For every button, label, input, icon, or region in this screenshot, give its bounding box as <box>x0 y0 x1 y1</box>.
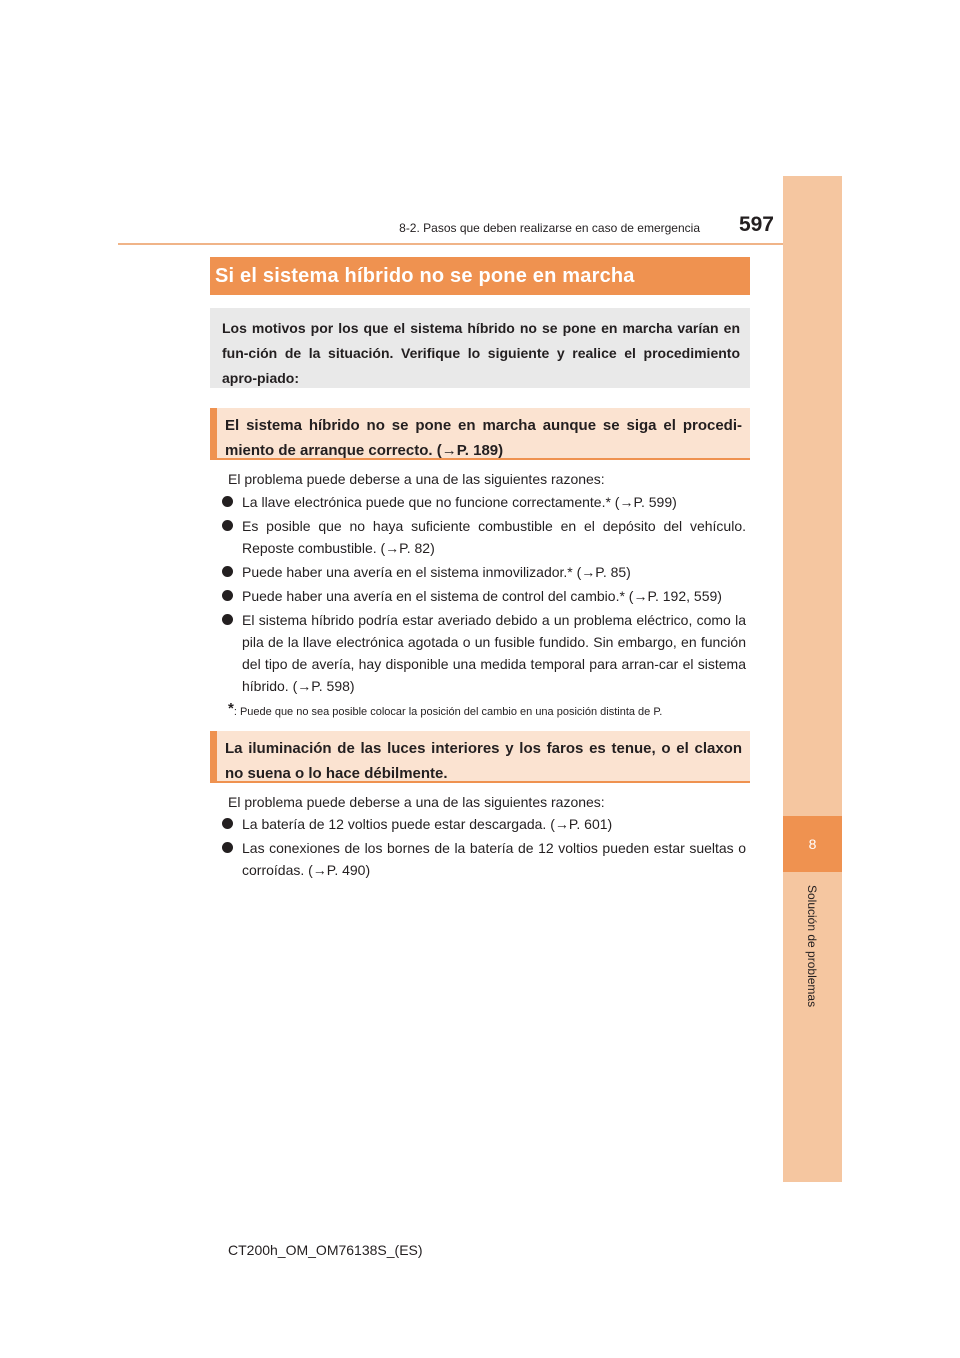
list-item: Es posible que no haya suficiente combustible en el depósito del vehículo. Reposte combustible. (→P. 82) <box>222 515 746 559</box>
bullet-icon <box>222 496 233 507</box>
header-divider <box>118 243 783 245</box>
page-title: Si el sistema híbrido no se pone en marcha <box>210 257 750 295</box>
running-header-section: 8-2. Pasos que deben realizarse en caso de emergencia <box>399 221 700 235</box>
bullet-icon <box>222 566 233 577</box>
footnote-mark: * <box>228 700 234 717</box>
chapter-title-vertical: Solución de problemas <box>805 885 819 1008</box>
bullet-icon <box>222 842 233 853</box>
section1-lead: El problema puede deberse a una de las siguientes razones: <box>228 471 605 487</box>
chapter-number-tab: 8 <box>783 816 842 872</box>
bullet-icon <box>222 614 233 625</box>
chapter-side-tab <box>783 176 842 1182</box>
bullet-icon <box>222 520 233 531</box>
list-item: La llave electrónica puede que no funcione correctamente.* (→P. 599) <box>222 491 746 513</box>
section1-list <box>222 491 746 699</box>
footnote-text: : Puede que no sea posible colocar la posición del cambio en una posición distinta de P. <box>233 706 663 718</box>
bullet-icon <box>222 818 233 829</box>
list-item: La batería de 12 voltios puede estar descargada. (→P. 601) <box>222 813 746 835</box>
list-item: Puede haber una avería en el sistema inmovilizador.* (→P. 85) <box>222 561 746 583</box>
list-item: Las conexiones de los bornes de la batería de 12 voltios pueden estar sueltas o corroídas. (→P. 490) <box>222 837 746 881</box>
intro-box: Los motivos por los que el sistema híbrido no se pone en marcha varían en fun-ción de la situación. Verifique lo siguiente y realice el procedimiento apro-piado: <box>210 308 750 388</box>
list-item: Puede haber una avería en el sistema de control del cambio.* (→P. 192, 559) <box>222 585 746 607</box>
page-number: 597 <box>738 213 774 236</box>
footnote <box>228 700 748 718</box>
document-code-footer: CT200h_OM_OM76138S_(ES) <box>228 1242 423 1258</box>
bullet-icon <box>222 590 233 601</box>
section1-heading: El sistema híbrido no se pone en marcha aunque se siga el procedi-miento de arranque correcto. (→P. 189) <box>210 408 750 460</box>
list-item: El sistema híbrido podría estar averiado debido a un problema eléctrico, como la pila de la llave electrónica agotada o un fusible fundido. Sin embargo, en función del tipo de avería, hay disponible una medida temporal para arran-car el sistema híbrido. (→P. 598) <box>222 609 746 697</box>
section2-list <box>222 813 746 883</box>
section2-lead: El problema puede deberse a una de las siguientes razones: <box>228 794 605 810</box>
section2-heading: La iluminación de las luces interiores y los faros es tenue, o el claxon no suena o lo hace débilmente. <box>210 731 750 783</box>
